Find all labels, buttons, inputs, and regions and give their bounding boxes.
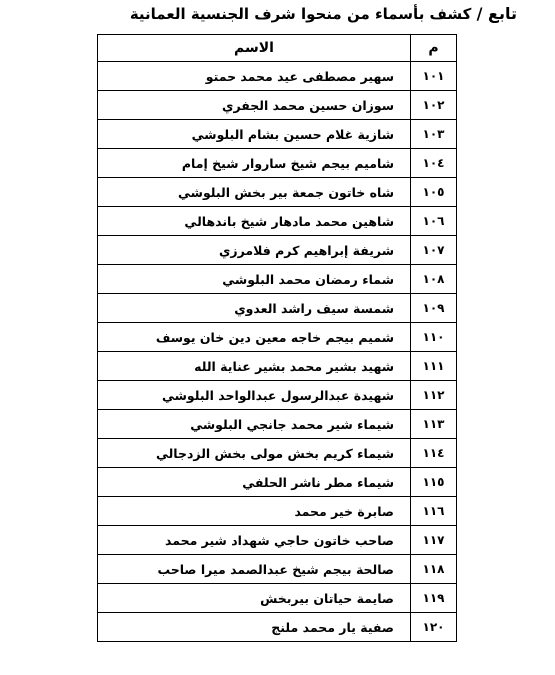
page-title bbox=[7, 4, 517, 23]
row-name: صايمة حياتان بيربخش bbox=[98, 584, 411, 613]
table-row bbox=[98, 613, 457, 642]
row-name: سوزان حسين محمد الجفري bbox=[98, 91, 411, 120]
row-name: شريفة إبراهيم كرم فلامرزي bbox=[98, 236, 411, 265]
table-row bbox=[98, 352, 457, 381]
table-row bbox=[98, 294, 457, 323]
row-number: ١١٨ bbox=[411, 555, 457, 584]
table-row bbox=[98, 91, 457, 120]
row-number: ١١٣ bbox=[411, 410, 457, 439]
row-number: ١١٠ bbox=[411, 323, 457, 352]
table-header-row bbox=[98, 35, 457, 62]
table-row bbox=[98, 584, 457, 613]
row-name: شهيدة عبدالرسول عبدالواحد البلوشي bbox=[98, 381, 411, 410]
row-name: شاهين محمد مادهار شيخ باندهالي bbox=[98, 207, 411, 236]
row-number: ١١٥ bbox=[411, 468, 457, 497]
row-name: شميم بيجم خاجه معين دين خان يوسف bbox=[98, 323, 411, 352]
row-name: صالحة بيجم شيخ عبدالصمد ميرا صاحب bbox=[98, 555, 411, 584]
table-row bbox=[98, 265, 457, 294]
table-row bbox=[98, 236, 457, 265]
row-name: سهير مصطفى عيد محمد حمتو bbox=[98, 62, 411, 91]
row-number: ١١١ bbox=[411, 352, 457, 381]
row-number: ١١٦ bbox=[411, 497, 457, 526]
table-row bbox=[98, 207, 457, 236]
row-number: ١١٧ bbox=[411, 526, 457, 555]
table-row bbox=[98, 323, 457, 352]
table-body bbox=[98, 62, 457, 642]
row-number: ١١٢ bbox=[411, 381, 457, 410]
table-row bbox=[98, 555, 457, 584]
table-row bbox=[98, 468, 457, 497]
row-name: شازية غلام حسين بشام البلوشي bbox=[98, 120, 411, 149]
row-number: ١٠٢ bbox=[411, 91, 457, 120]
column-header-name: الاسم bbox=[98, 35, 411, 62]
row-number: ١٠٤ bbox=[411, 149, 457, 178]
table-row bbox=[98, 410, 457, 439]
row-number: ١١٩ bbox=[411, 584, 457, 613]
row-name: شهيد بشير محمد بشير عناية الله bbox=[98, 352, 411, 381]
table-row bbox=[98, 178, 457, 207]
names-table bbox=[97, 34, 457, 642]
row-number: ١٠٩ bbox=[411, 294, 457, 323]
table-row bbox=[98, 381, 457, 410]
row-number: ١٠٣ bbox=[411, 120, 457, 149]
table-row bbox=[98, 526, 457, 555]
row-name: شاميم بيجم شيخ ساروار شيخ إمام bbox=[98, 149, 411, 178]
row-name: صفية يار محمد ملنج bbox=[98, 613, 411, 642]
row-number: ١٢٠ bbox=[411, 613, 457, 642]
row-name: شاه خاتون جمعة بير بخش البلوشي bbox=[98, 178, 411, 207]
row-name: شمسة سيف راشد العدوي bbox=[98, 294, 411, 323]
row-number: ١٠٦ bbox=[411, 207, 457, 236]
row-name: صابرة خير محمد bbox=[98, 497, 411, 526]
table-row bbox=[98, 439, 457, 468]
row-number: ١٠٨ bbox=[411, 265, 457, 294]
title-text: كشف بأسماء من منحوا شرف الجنسية العمانية bbox=[129, 5, 477, 23]
row-number: ١٠٥ bbox=[411, 178, 457, 207]
row-name: شيماء مطر ناشر الحلفي bbox=[98, 468, 411, 497]
row-name: شيماء كريم بخش مولى بخش الزدجالي bbox=[98, 439, 411, 468]
table-row bbox=[98, 497, 457, 526]
row-name: شماء رمضان محمد البلوشي bbox=[98, 265, 411, 294]
table-row bbox=[98, 149, 457, 178]
row-number: ١٠٧ bbox=[411, 236, 457, 265]
row-name: شيماء شير محمد جانجي البلوشي bbox=[98, 410, 411, 439]
title-prefix: تابع / bbox=[476, 4, 517, 23]
table-row bbox=[98, 120, 457, 149]
row-name: صاحب خاتون حاجي شهداد شير محمد bbox=[98, 526, 411, 555]
column-header-number: م bbox=[411, 35, 457, 62]
row-number: ١١٤ bbox=[411, 439, 457, 468]
row-number: ١٠١ bbox=[411, 62, 457, 91]
table-row bbox=[98, 62, 457, 91]
